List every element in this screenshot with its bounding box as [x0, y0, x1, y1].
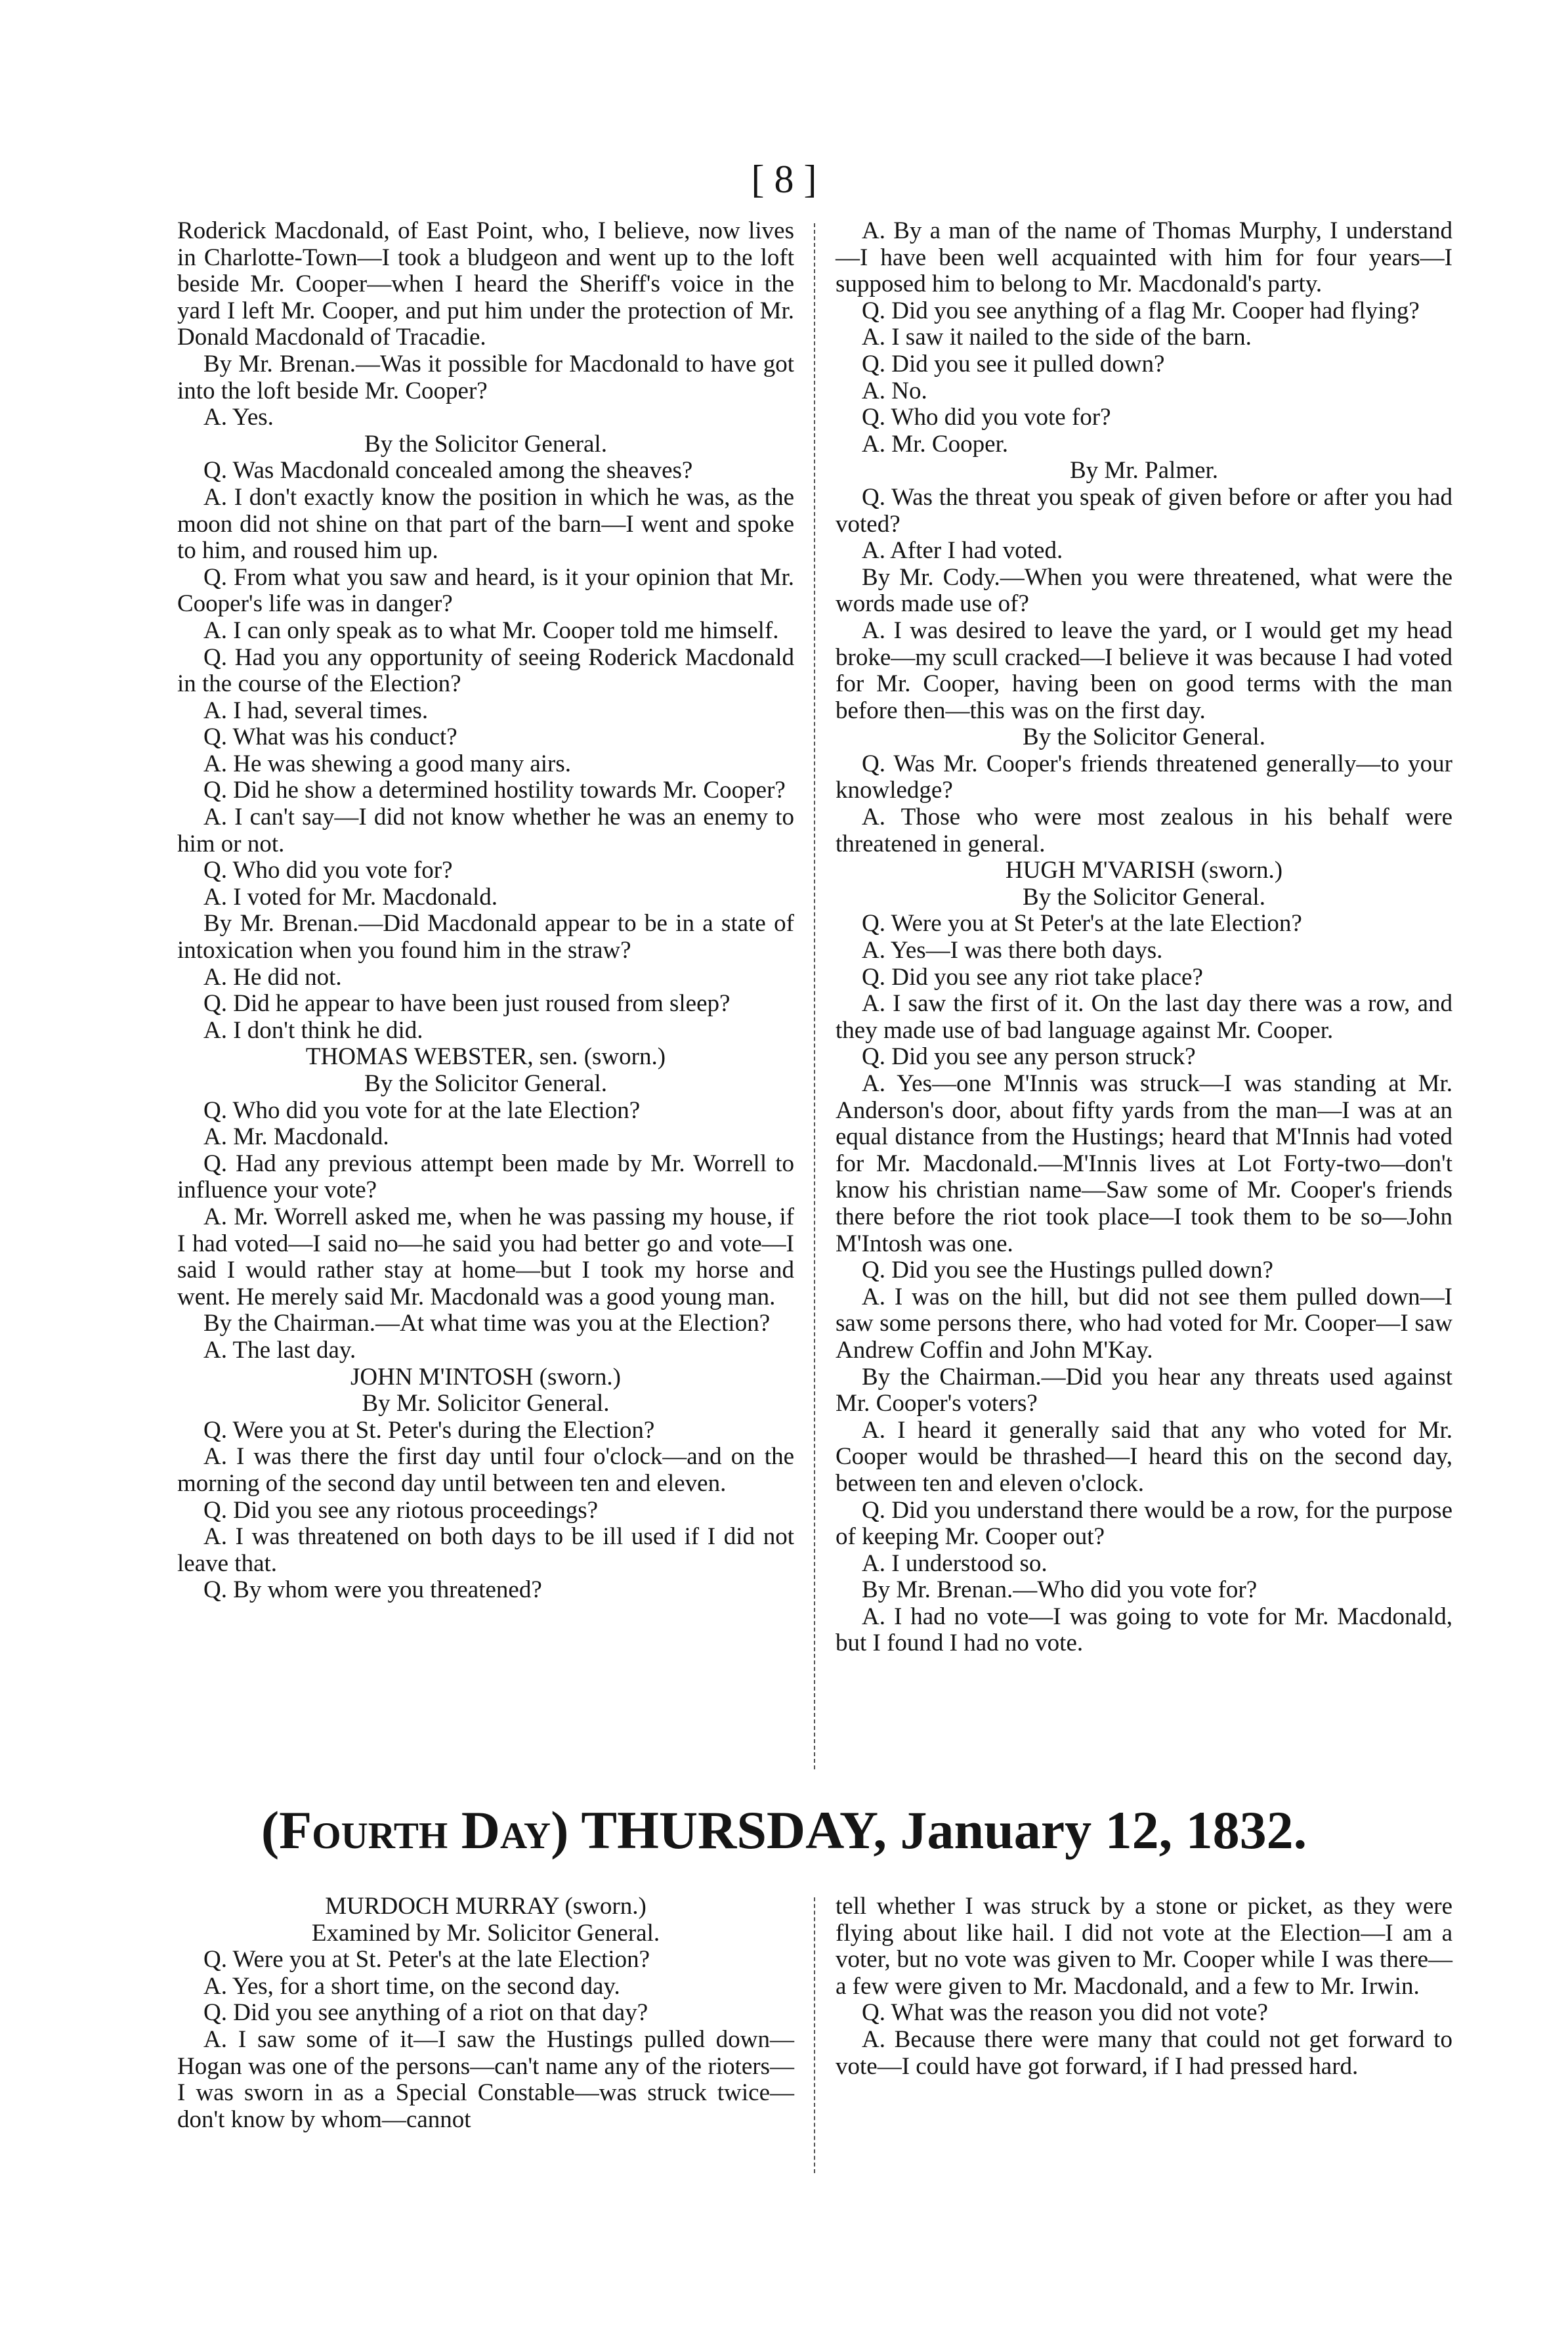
- paragraph: A. He was shewing a good many airs.: [203, 750, 572, 777]
- paragraph: Q. Who did you vote for?: [862, 404, 1111, 431]
- paragraph: A. Because there were many that could not get forward to vote—I could have got forward, if I had pressed hard.: [836, 2025, 1452, 2080]
- column-bottom-left: [177, 1893, 794, 2133]
- paragraph: By Mr. Brenan.—Did Macdonald appear to be in a state of intoxication when you found him in the straw?: [177, 910, 794, 964]
- paragraph: A. I was on the hill, but did not see them pulled down—I saw some persons there, who had voted for Mr. Cooper—I saw Andrew Coffin and John M'Kay.: [836, 1283, 1452, 1364]
- column-divider-top: [814, 223, 815, 1769]
- paragraph: A. I voted for Mr. Macdonald.: [203, 883, 498, 911]
- day-heading-day: (Fourth Day): [261, 1800, 569, 1860]
- paragraph: Q. Was Macdonald concealed among the sheaves?: [203, 457, 693, 485]
- paragraph: Q. Did you see any person struck?: [862, 1043, 1196, 1071]
- paragraph: Q. Did you see it pulled down?: [862, 350, 1165, 378]
- paragraph: A. I can't say—I did not know whether he was an enemy to him or not.: [177, 804, 794, 857]
- paragraph: A. I was there the first day until four o'clock—and on the morning of the second day until between ten and eleven.: [177, 1443, 794, 1497]
- day-heading-date: January 12, 1832.: [900, 1800, 1307, 1860]
- day-heading-weekday: THURSDAY,: [581, 1800, 887, 1860]
- paragraph: Roderick Macdonald, of East Point, who, I believe, now lives in Charlotte-Town—I took a bludgeon and went up to the loft beside Mr. Cooper—when I heard the Sheriff's voice in the yard I left Mr. Cooper, and put him under the protection of Mr. Donald Macdonald of Tracadie.: [177, 217, 794, 351]
- paragraph: Q. Was the threat you speak of given before or after you had voted?: [836, 483, 1452, 538]
- paragraph: A. Yes—one M'Innis was struck—I was standing at Mr. Anderson's door, about fifty yards from the man—I was at an equal distance from the Hustings; heard that M'Innis had voted for Mr. Macdonald.—M'Innis lives at Lot Forty-two—don't know his christian name—Saw some of Mr. Cooper's friends there before the riot took place—I took them to be so—John M'Intosh was one.: [836, 1070, 1452, 1257]
- paragraph: A. Those who were most zealous in his behalf were threatened in general.: [836, 804, 1452, 857]
- paragraph: Q. Were you at St. Peter's during the Election?: [203, 1416, 655, 1444]
- paragraph: A. I saw some of it—I saw the Hustings pulled down—Hogan was one of the persons—can't name any of the rioters—I was sworn in as a Special Constable—was struck twice—don't know by whom—cannot: [177, 2025, 794, 2133]
- page-number: [ 8 ]: [751, 158, 817, 201]
- paragraph: A. I heard it generally said that any who voted for Mr. Cooper would be thrashed—I heard this on the second day, between ten and eleven o'clock.: [836, 1416, 1452, 1497]
- paragraph: A. Mr. Macdonald.: [203, 1123, 389, 1151]
- paragraph: Q. Had any previous attempt been made by Mr. Worrell to influence your vote?: [177, 1150, 794, 1204]
- paragraph: Q. What was his conduct?: [203, 723, 457, 751]
- paragraph: A. Yes.: [203, 404, 274, 431]
- paragraph: Q. Did you understand there would be a row, for the purpose of keeping Mr. Cooper out?: [836, 1496, 1452, 1551]
- column-divider-bottom: [814, 1897, 815, 2173]
- paragraph: Q. Did you see any riotous proceedings?: [203, 1496, 599, 1524]
- paragraph: Q. Who did you vote for?: [203, 857, 453, 884]
- column-bottom-right: [836, 1893, 1452, 2080]
- paragraph: By Mr. Brenan.—Was it possible for Macdonald to have got into the loft beside Mr. Cooper?: [177, 350, 794, 404]
- paragraph: Q. By whom were you threatened?: [203, 1576, 542, 1604]
- section-heading: By the Solicitor General.: [364, 1070, 607, 1097]
- section-heading: THOMAS WEBSTER, sen. (sworn.): [305, 1043, 666, 1071]
- paragraph: Q. Were you at St. Peter's at the late Election?: [203, 1946, 650, 1974]
- paragraph: A. I can only speak as to what Mr. Cooper told me himself.: [203, 616, 779, 644]
- paragraph: By the Chairman.—Did you hear any threats used against Mr. Cooper's voters?: [836, 1363, 1452, 1417]
- section-heading: HUGH M'VARISH (sworn.): [1005, 857, 1283, 884]
- paragraph: By Mr. Brenan.—Who did you vote for?: [862, 1576, 1258, 1604]
- paragraph: A. Mr. Worrell asked me, when he was passing my house, if I had voted—I said no—he said you had better go and vote—I said I would rather stay at home—but I took my horse and went. He merely said Mr. Macdonald was a good young man.: [177, 1203, 794, 1310]
- paragraph: A. No.: [862, 377, 927, 404]
- day-heading: [0, 1798, 1568, 1863]
- section-heading: JOHN M'INTOSH (sworn.): [350, 1363, 621, 1391]
- column-top-left: [177, 218, 794, 1604]
- paragraph: Q. Did he show a determined hostility towards Mr. Cooper?: [203, 777, 786, 804]
- paragraph: A. I was threatened on both days to be ill used if I did not leave that.: [177, 1523, 794, 1577]
- paragraph: A. Mr. Cooper.: [862, 430, 1009, 458]
- paragraph: A. I was desired to leave the yard, or I would get my head broke—my scull cracked—I believe it was because I had voted for Mr. Cooper, having been on good terms with the man before then—this was on the first day.: [836, 616, 1452, 724]
- paragraph: Q. From what you saw and heard, is it your opinion that Mr. Cooper's life was in danger?: [177, 563, 794, 618]
- section-heading: By the Solicitor General.: [1023, 723, 1265, 751]
- section-heading: By Mr. Palmer.: [1069, 457, 1219, 485]
- paragraph: Q. Did you see the Hustings pulled down?: [862, 1257, 1273, 1284]
- section-heading: By Mr. Solicitor General.: [362, 1390, 610, 1417]
- paragraph: By the Chairman.—At what time was you at the Election?: [203, 1310, 771, 1337]
- paragraph: Q. Were you at St Peter's at the late Election?: [862, 910, 1302, 938]
- section-heading: Examined by Mr. Solicitor General.: [311, 1919, 660, 1947]
- paragraph: Q. Did you see anything of a flag Mr. Cooper had flying?: [862, 297, 1420, 324]
- paragraph: A. I don't think he did.: [203, 1016, 423, 1044]
- section-heading: By the Solicitor General.: [364, 430, 607, 458]
- paragraph: A. I had, several times.: [203, 697, 429, 724]
- paragraph: A. I don't exactly know the position in which he was, as the moon did not shine on that part of the barn—I went and spoke to him, and roused him up.: [177, 483, 794, 565]
- paragraph: A. The last day.: [203, 1336, 356, 1364]
- paragraph: By Mr. Cody.—When you were threatened, what were the words made use of?: [836, 563, 1452, 618]
- paragraph: tell whether I was struck by a stone or picket, as they were flying about like hail. I did not vote at the Election—I am a voter, but no vote was given to Mr. Cooper while I was there—a few were given to Mr. Macdonald, and a few to Mr. Irwin.: [836, 1893, 1452, 2000]
- column-top-right: [836, 218, 1452, 1657]
- paragraph: A. I saw the first of it. On the last day there was a row, and they made use of bad language against Mr. Cooper.: [836, 990, 1452, 1044]
- paragraph: Q. Did he appear to have been just roused from sleep?: [203, 990, 731, 1018]
- paragraph: A. I had no vote—I was going to vote for Mr. Macdonald, but I found I had no vote.: [836, 1603, 1452, 1657]
- paragraph: A. By a man of the name of Thomas Murphy, I understand—I have been well acquainted with him for four years—I supposed him to belong to Mr. Macdonald's party.: [836, 217, 1452, 298]
- paragraph: Q. Had you any opportunity of seeing Roderick Macdonald in the course of the Election?: [177, 643, 794, 698]
- paragraph: A. After I had voted.: [862, 537, 1063, 565]
- paragraph: A. Yes—I was there both days.: [862, 937, 1163, 964]
- paragraph: Q. What was the reason you did not vote?: [862, 1999, 1268, 2027]
- paragraph: Q. Who did you vote for at the late Election?: [203, 1096, 641, 1124]
- paragraph: Q. Did you see any riot take place?: [862, 963, 1203, 991]
- paragraph: A. I understood so.: [862, 1549, 1048, 1577]
- section-heading: MURDOCH MURRAY (sworn.): [325, 1893, 646, 1920]
- paragraph: A. I saw it nailed to the side of the barn.: [862, 324, 1252, 351]
- section-heading: By the Solicitor General.: [1023, 883, 1265, 911]
- paragraph: A. Yes, for a short time, on the second day.: [203, 1972, 620, 2000]
- paragraph: A. He did not.: [203, 963, 342, 991]
- paragraph: Q. Was Mr. Cooper's friends threatened generally—to your knowledge?: [836, 750, 1452, 804]
- paragraph: Q. Did you see anything of a riot on that day?: [203, 1999, 648, 2027]
